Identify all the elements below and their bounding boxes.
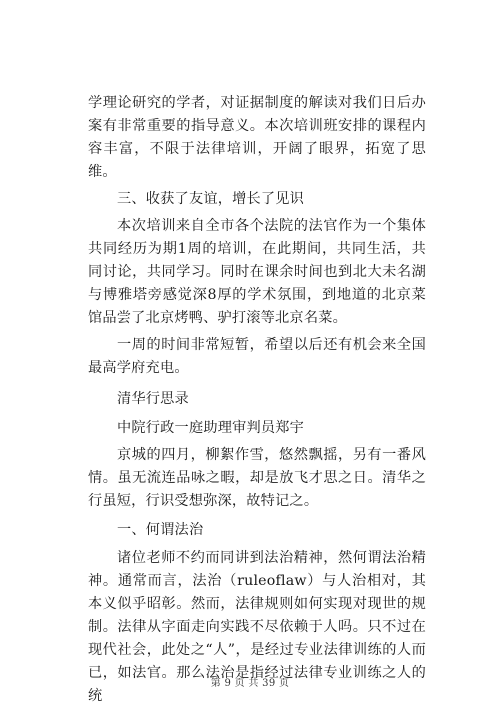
section-heading-rule-of-law: 一、何谓法治 [117, 522, 204, 538]
page-number-footer: 第 9 页 共 39 页 [210, 678, 290, 689]
paragraph-short-week: 一周的时间非常短暂，希望以后还有机会来全国最高学府充电。 [88, 337, 426, 376]
document-body [88, 92, 426, 708]
article-title: 清华行思录 [117, 391, 189, 407]
paragraph-april-beijing: 京城的四月，柳絮作雪，悠然飘摇，另有一番风情。虽无流连品咏之暇，却是放飞才思之日。清华之行虽短，行识受想弥深，故特记之。 [88, 447, 426, 509]
paragraph-rule-of-law: 诸位老师不约而同讲到法治精神，然何谓法治精神。通常而言，法治（ruleoflaw）与人治相对，其本义似乎昭彰。然而，法律规则如何实现对现世的规制。法律从字面走向实践不尽依赖于人吗。只不过在现代社会，此处之“人”，是经过专业法律训练的人而已，如法官。那么法治是指经过法律专业训练之人的统 [88, 550, 426, 704]
paragraph-training-experience: 本次培训来自全市各个法院的法官作为一个集体共同经历为期1周的培训，在此期间，共同生活，共同讨论，共同学习。同时在课余时间也到北大未名湖与博雅塔旁感觉深8厚的学术氛围，到地道的北京菜馆品尝了北京烤鸭、驴打滚等北京名菜。 [88, 218, 426, 326]
article-author: 中院行政一庭助理审判员郑宇 [117, 420, 305, 436]
paragraph-continuation: 学理论研究的学者，对证据制度的解读对我们日后办案有非常重要的指导意义。本次培训班安排的课程内容丰富，不限于法律培训，开阔了眼界，拓宽了思维。 [88, 95, 426, 180]
section-heading-friendship: 三、收获了友谊，增长了见识 [117, 191, 305, 207]
